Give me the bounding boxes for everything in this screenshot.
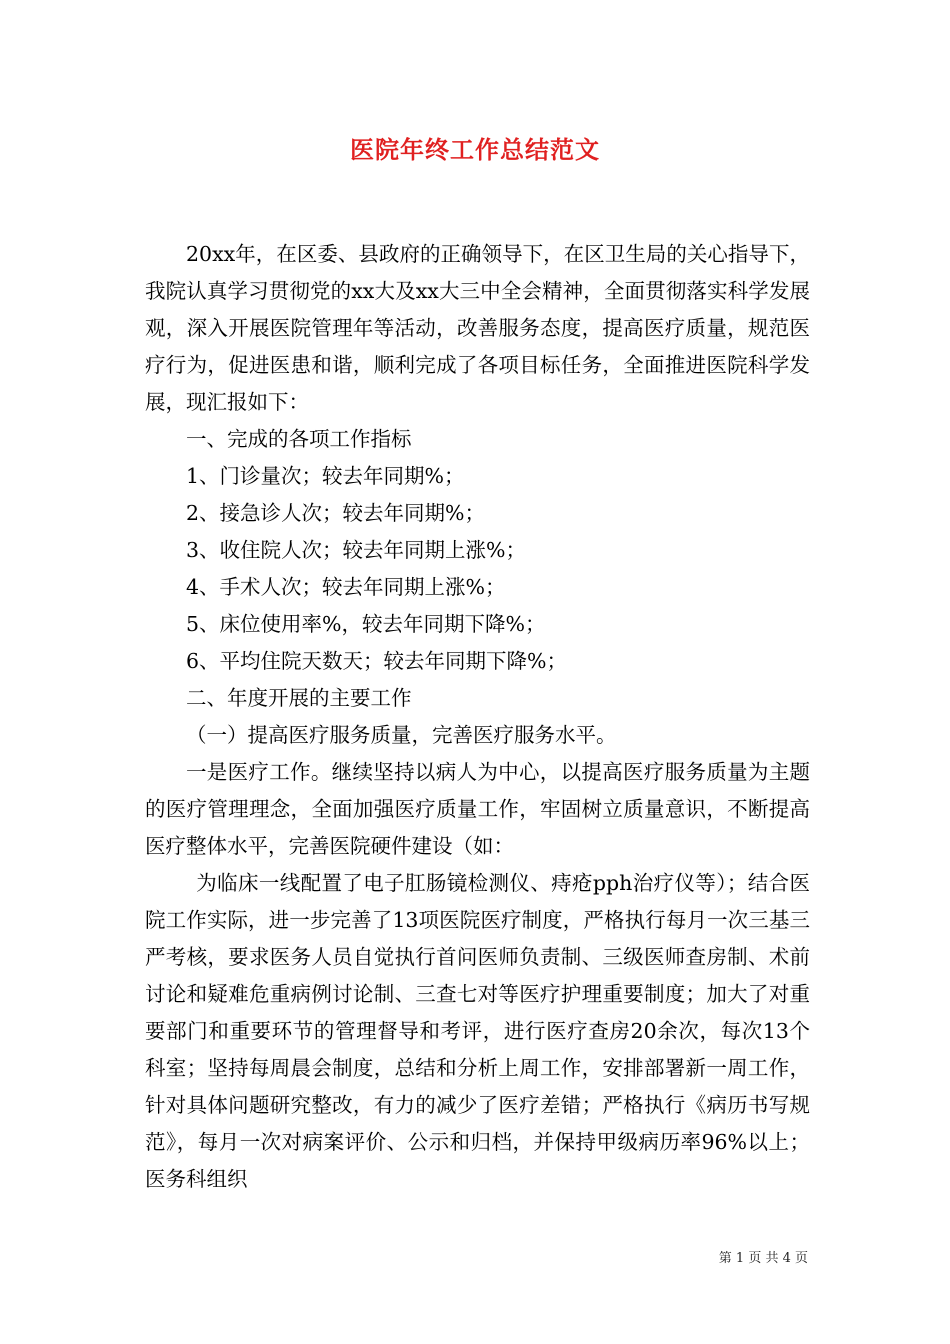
body-paragraph: 一是医疗工作。继续坚持以病人为中心，以提高医疗服务质量为主题的医疗管理理念，全面加强医疗质量工作，牢固树立质量意识，不断提高医疗整体水平，完善医院硬件建设（如： (145, 760, 810, 858)
list-item: 2、接急诊人次；较去年同期%； (186, 501, 486, 525)
subsection-heading: （一）提高医疗服务质量，完善医疗服务水平。 (186, 723, 617, 747)
body-paragraph: 为临床一线配置了电子肛肠镜检测仪、痔疮pph治疗仪等）；结合医院工作实际，进一步完善了13项医院医疗制度，严格执行每月一次三基三严考核，要求医务人员自觉执行首问医师负责制、三级医师查房制、术前讨论和疑难危重病例讨论制、三查七对等医疗护理重要制度；加大了对重要部门和重要环节的管理督导和考评，进行医疗查房20余次，每次13个科室；坚持每周晨会制度，总结和分析上周工作，安排部署新一周工作，针对具体问题研究整改，有力的减少了医疗差错；严格执行《病历书写规范》，每月一次对病案评价、公示和归档，并保持甲级病历率96%以上；医务科组织 (145, 871, 810, 1191)
list-item: 6、平均住院天数天；较去年同期下降%； (186, 649, 568, 673)
list-item: 4、手术人次；较去年同期上涨%； (186, 575, 506, 599)
list-item: 1、门诊量次；较去年同期%； (186, 464, 465, 488)
document-title: 医院年终工作总结范文 (350, 135, 600, 164)
page-number: 第 1 页 共 4 页 (718, 1251, 808, 1266)
list-item: 3、收住院人次；较去年同期上涨%； (186, 538, 527, 562)
document-body (145, 236, 810, 1198)
section-heading-1: 一、完成的各项工作指标 (186, 427, 412, 451)
intro-paragraph: 20xx年，在区委、县政府的正确领导下，在区卫生局的关心指导下，我院认真学习贯彻党的xx大及xx大三中全会精神，全面贯彻落实科学发展观，深入开展医院管理年等活动，改善服务态度，提高医疗质量，规范医疗行为，促进医患和谐，顺利完成了各项目标任务，全面推进医院科学发展，现汇报如下： (145, 242, 810, 414)
section-heading-2: 二、年度开展的主要工作 (186, 686, 412, 710)
list-item: 5、床位使用率%，较去年同期下降%； (186, 612, 546, 636)
